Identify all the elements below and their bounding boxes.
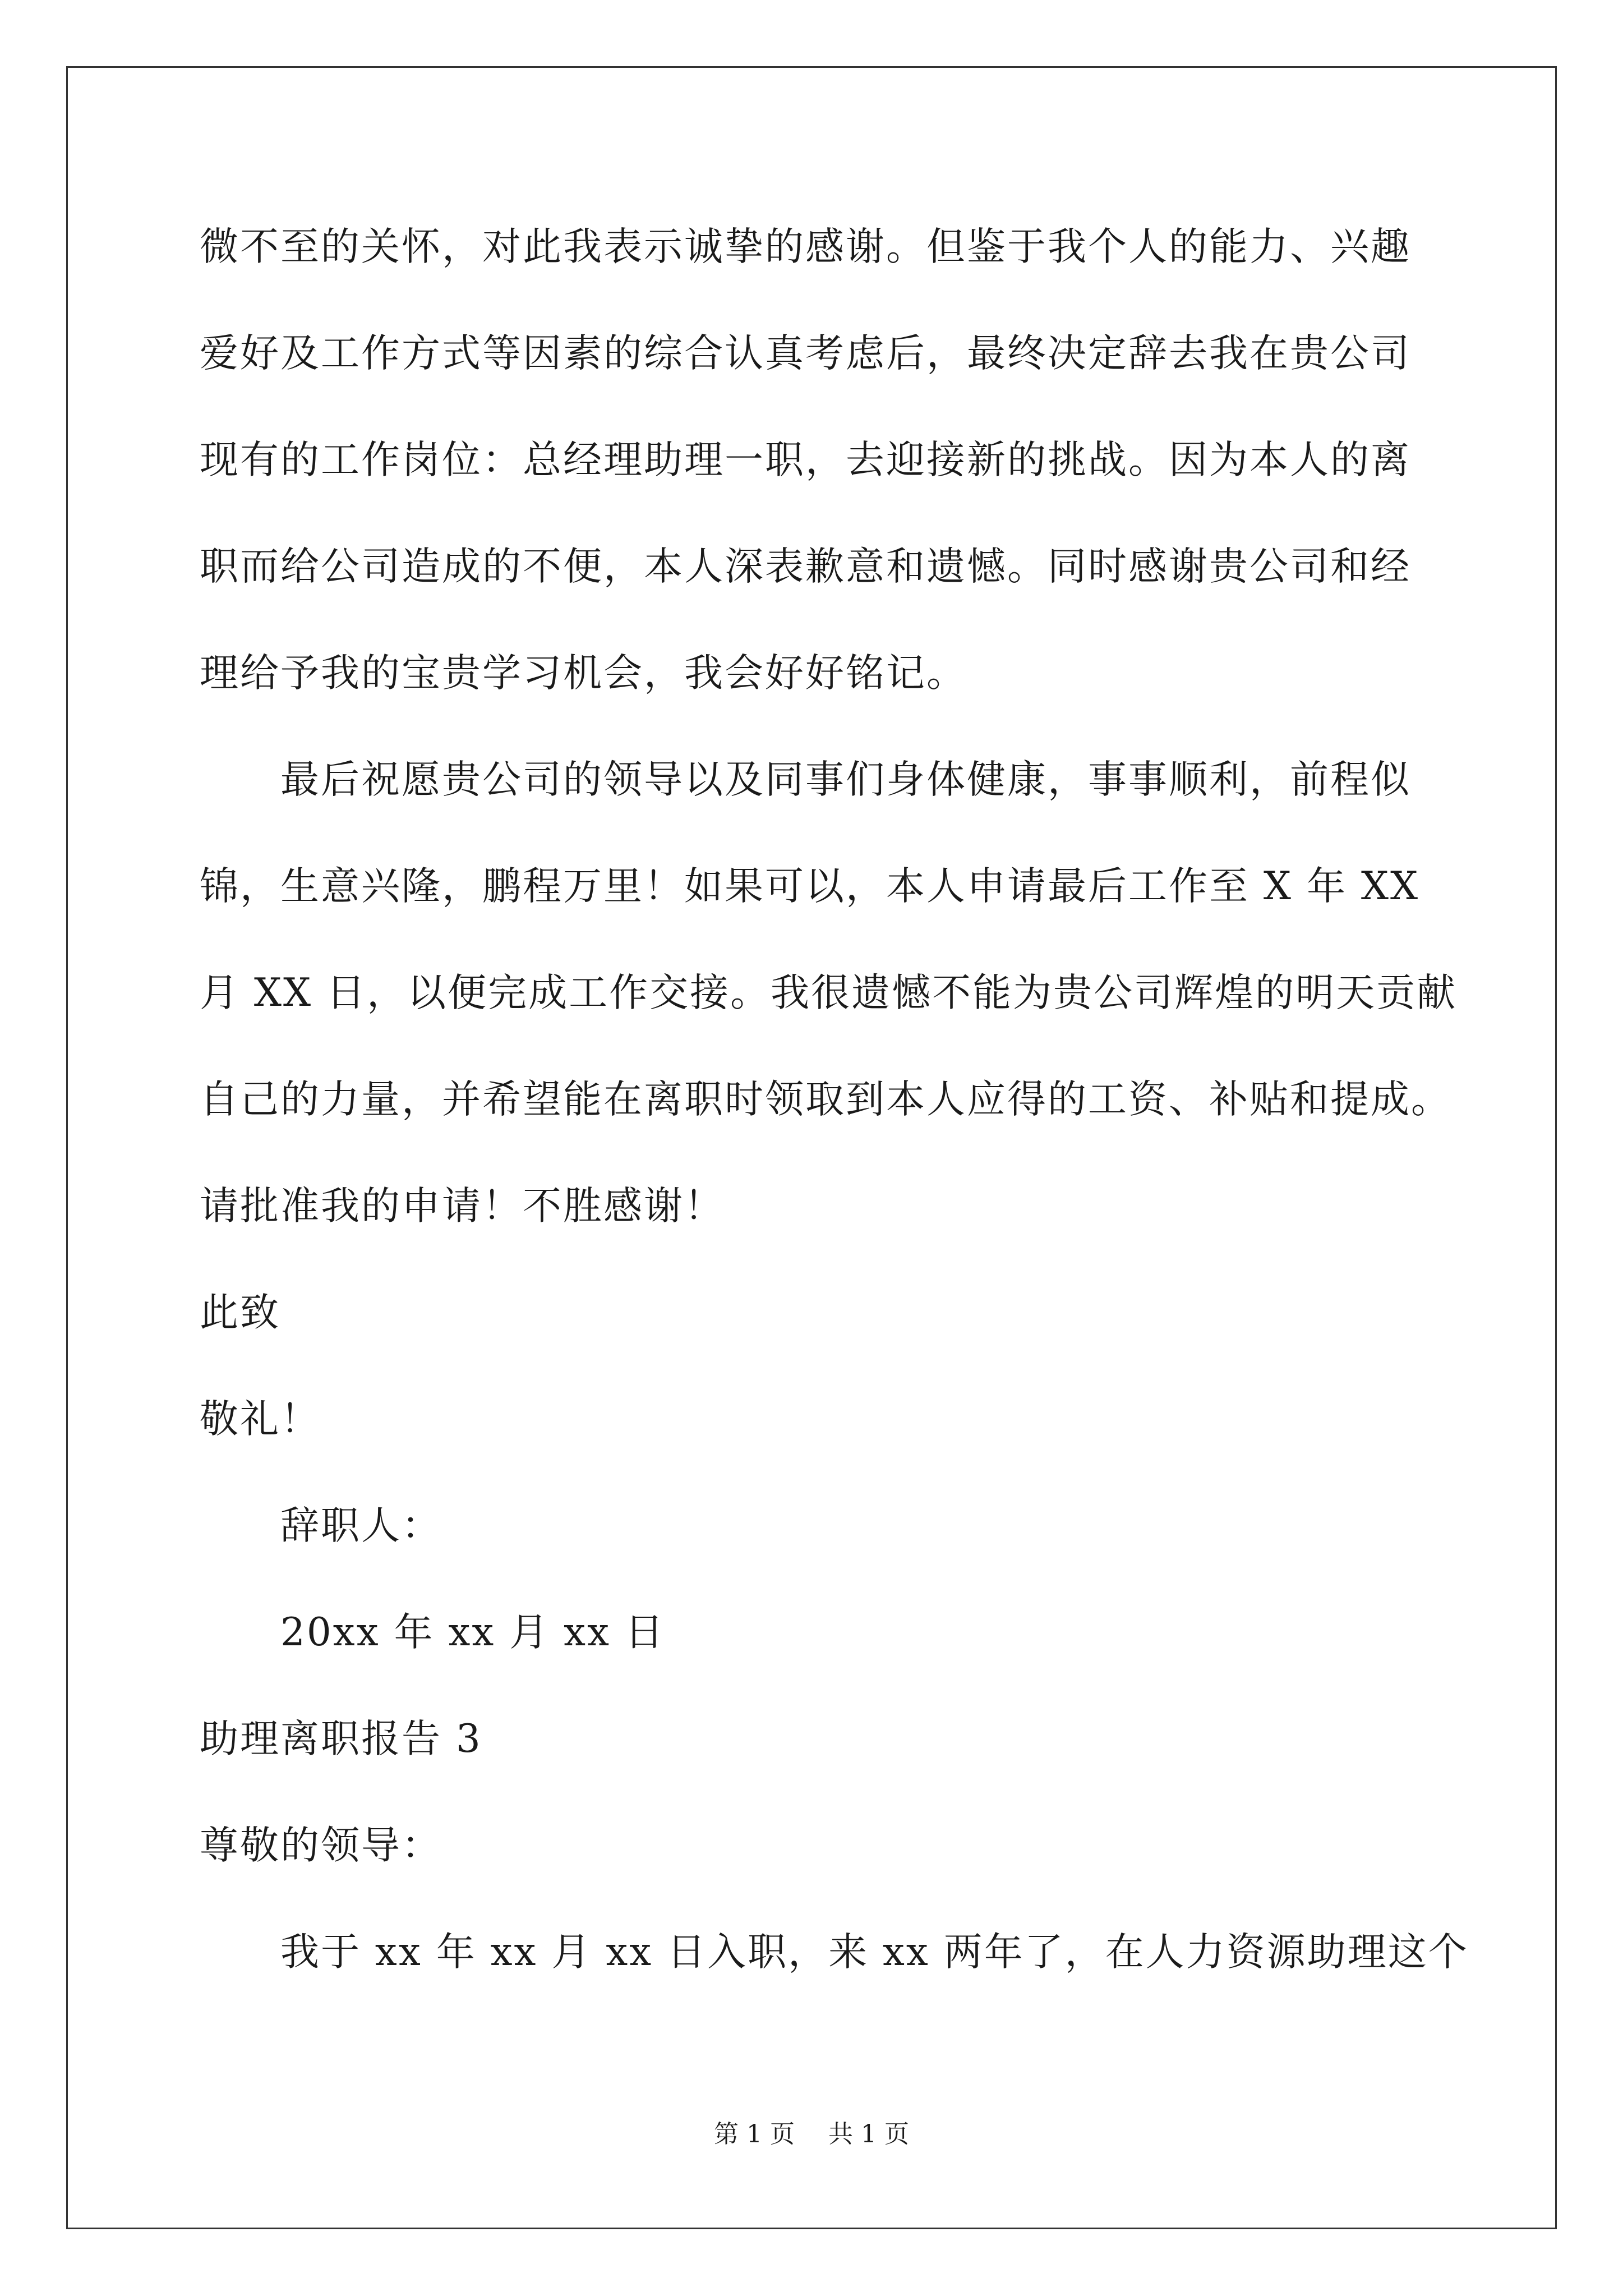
page-footer [0, 2118, 1623, 2151]
date-line: 20xx 年 xx 月 xx 日 [280, 1610, 665, 1655]
paragraph-line: 微不至的关怀，对此我表示诚挚的感谢。但鉴于我个人的能力、兴趣 [200, 224, 1411, 269]
closing-salute: 敬礼！ [200, 1397, 321, 1442]
closing-line: 此致 [200, 1290, 280, 1335]
page-number: 第 1 页 [714, 2120, 795, 2148]
paragraph-line: 最后祝愿贵公司的领导以及同事们身体健康，事事顺利，前程似 [280, 757, 1411, 802]
page-total: 共 1 页 [828, 2120, 909, 2148]
paragraph-line: 爱好及工作方式等因素的综合认真考虑后，最终决定辞去我在贵公司 [200, 331, 1411, 376]
paragraph-line: 理给予我的宝贵学习机会，我会好好铭记。 [200, 651, 967, 696]
paragraph-line: 锦，生意兴隆，鹏程万里！如果可以，本人申请最后工作至 X 年 XX [200, 864, 1420, 909]
paragraph-line: 自己的力量，并希望能在离职时领取到本人应得的工资、补贴和提成。 [200, 1077, 1451, 1122]
salutation: 尊敬的领导： [200, 1823, 442, 1868]
paragraph-line: 月 XX 日，以便完成工作交接。我很遗憾不能为贵公司辉煌的明天贡献 [200, 970, 1458, 1015]
paragraph-line: 职而给公司造成的不便，本人深表歉意和遗憾。同时感谢贵公司和经 [200, 544, 1411, 589]
section-heading: 助理离职报告 3 [200, 1717, 482, 1761]
signature-label: 辞职人： [280, 1503, 442, 1548]
paragraph-line: 我于 xx 年 xx 月 xx 日入职，来 xx 两年了，在人力资源助理这个 [280, 1930, 1469, 1975]
page-frame [66, 66, 1557, 2229]
paragraph-line: 现有的工作岗位：总经理助理一职，去迎接新的挑战。因为本人的离 [200, 438, 1411, 482]
paragraph-line: 请批准我的申请！不胜感谢！ [200, 1184, 725, 1228]
